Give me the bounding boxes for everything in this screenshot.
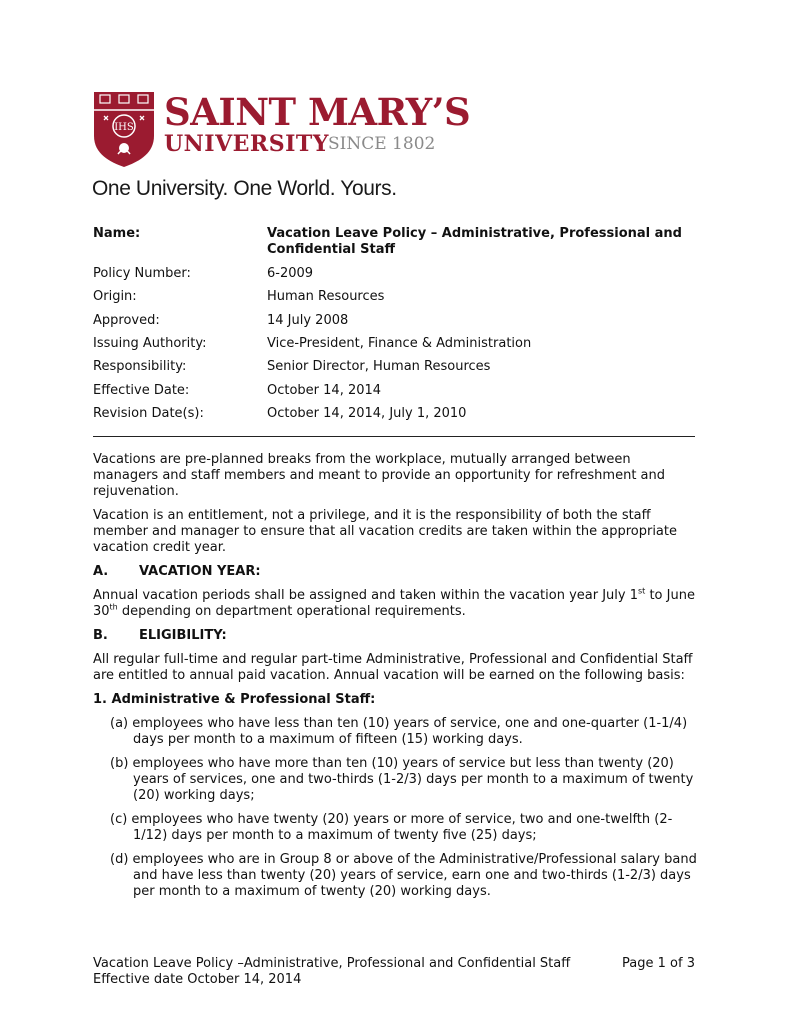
ordinal-suffix: st (638, 586, 646, 596)
logo-university-name: SAINT MARY’S (164, 90, 471, 134)
intro-paragraph: Vacations are pre-planned breaks from the workplace, mutually arranged between managers and staff members and meant to provide an opportunity for refreshment and rejuvenation. (93, 452, 665, 499)
tagline: One University. One World. Yours. (92, 177, 397, 200)
crest-monogram: IHS (114, 122, 134, 133)
section-title: ELIGIBILITY: (139, 628, 227, 643)
meta-label: Policy Number: (93, 266, 191, 281)
section-heading-eligibility (93, 628, 697, 644)
meta-value: October 14, 2014, July 1, 2010 (267, 406, 467, 421)
section-b-paragraph: All regular full-time and regular part-time Administrative, Professional and Confidential Staff are entitled to annual paid vacation. Annual vacation will be earned on the following basis: (93, 652, 693, 683)
section-letter: B. (93, 628, 108, 643)
section-title: VACATION YEAR: (139, 564, 261, 579)
meta-value: 14 July 2008 (267, 313, 349, 328)
section-heading-vacation-year (93, 564, 697, 580)
logo-since-year: SINCE 1802 (328, 134, 436, 154)
list-item: (d) employees who are in Group 8 or above of the Administrative/Professional salary band and have less than twenty (20) years of service, earn one and two-thirds (1-2/3) days per month to a maximum of twenty (20) working days. (110, 852, 697, 899)
meta-label: Name: (93, 226, 141, 241)
meta-label: Origin: (93, 289, 137, 304)
footer-effective-date: Effective date October 14, 2014 (93, 972, 302, 987)
footer-page-number: Page 1 of 3 (622, 956, 695, 971)
list-item: (b) employees who have more than ten (10) years of service but less than twenty (20) years of services, one and two-thirds (1-2/3) days per month to a maximum of twenty (20) working days; (110, 756, 694, 803)
section-a-paragraph (93, 588, 697, 620)
university-logo (92, 90, 471, 170)
meta-value: October 14, 2014 (267, 383, 382, 398)
meta-value: Vice-President, Finance & Administration (267, 336, 532, 351)
meta-value: 6-2009 (267, 266, 314, 281)
eligibility-list (93, 716, 697, 900)
meta-value: Human Resources (267, 289, 385, 304)
meta-value: Senior Director, Human Resources (267, 359, 491, 374)
subheading-admin-professional: 1. Administrative & Professional Staff: (93, 692, 376, 707)
meta-value: Vacation Leave Policy – Administrative, Professional and Confidential Staff (267, 226, 682, 257)
footer-policy-title: Vacation Leave Policy –Administrative, Professional and Confidential Staff (93, 956, 571, 971)
section-a-text: Annual vacation periods shall be assigned and taken within the vacation year July 1 (93, 588, 639, 603)
intro-paragraph: Vacation is an entitlement, not a privilege, and it is the responsibility of both the staff member and manager to ensure that all vacation credits are taken within the appropriate vacation credit year. (93, 508, 677, 555)
meta-label: Issuing Authority: (93, 336, 207, 351)
section-letter: A. (93, 564, 109, 579)
section-a-text: to June 30 (93, 588, 695, 619)
meta-label: Responsibility: (93, 359, 187, 374)
logo-university-word: UNIVERSITY (164, 131, 329, 157)
divider (93, 436, 695, 437)
ordinal-suffix: th (109, 602, 118, 612)
meta-label: Effective Date: (93, 383, 190, 398)
list-item: (c) employees who have twenty (20) years or more of service, two and one-twelfth (2-1/12) days per month to a maximum of twenty five (25) days; (110, 812, 673, 843)
meta-label: Revision Date(s): (93, 406, 204, 421)
meta-label: Approved: (93, 313, 160, 328)
list-item: (a) employees who have less than ten (10) years of service, one and one-quarter (1-1/4) days per month to a maximum of fifteen (15) working days. (110, 716, 688, 747)
crest-icon (92, 90, 156, 168)
policy-body (93, 452, 697, 908)
section-a-text: depending on department operational requirements. (117, 604, 466, 619)
